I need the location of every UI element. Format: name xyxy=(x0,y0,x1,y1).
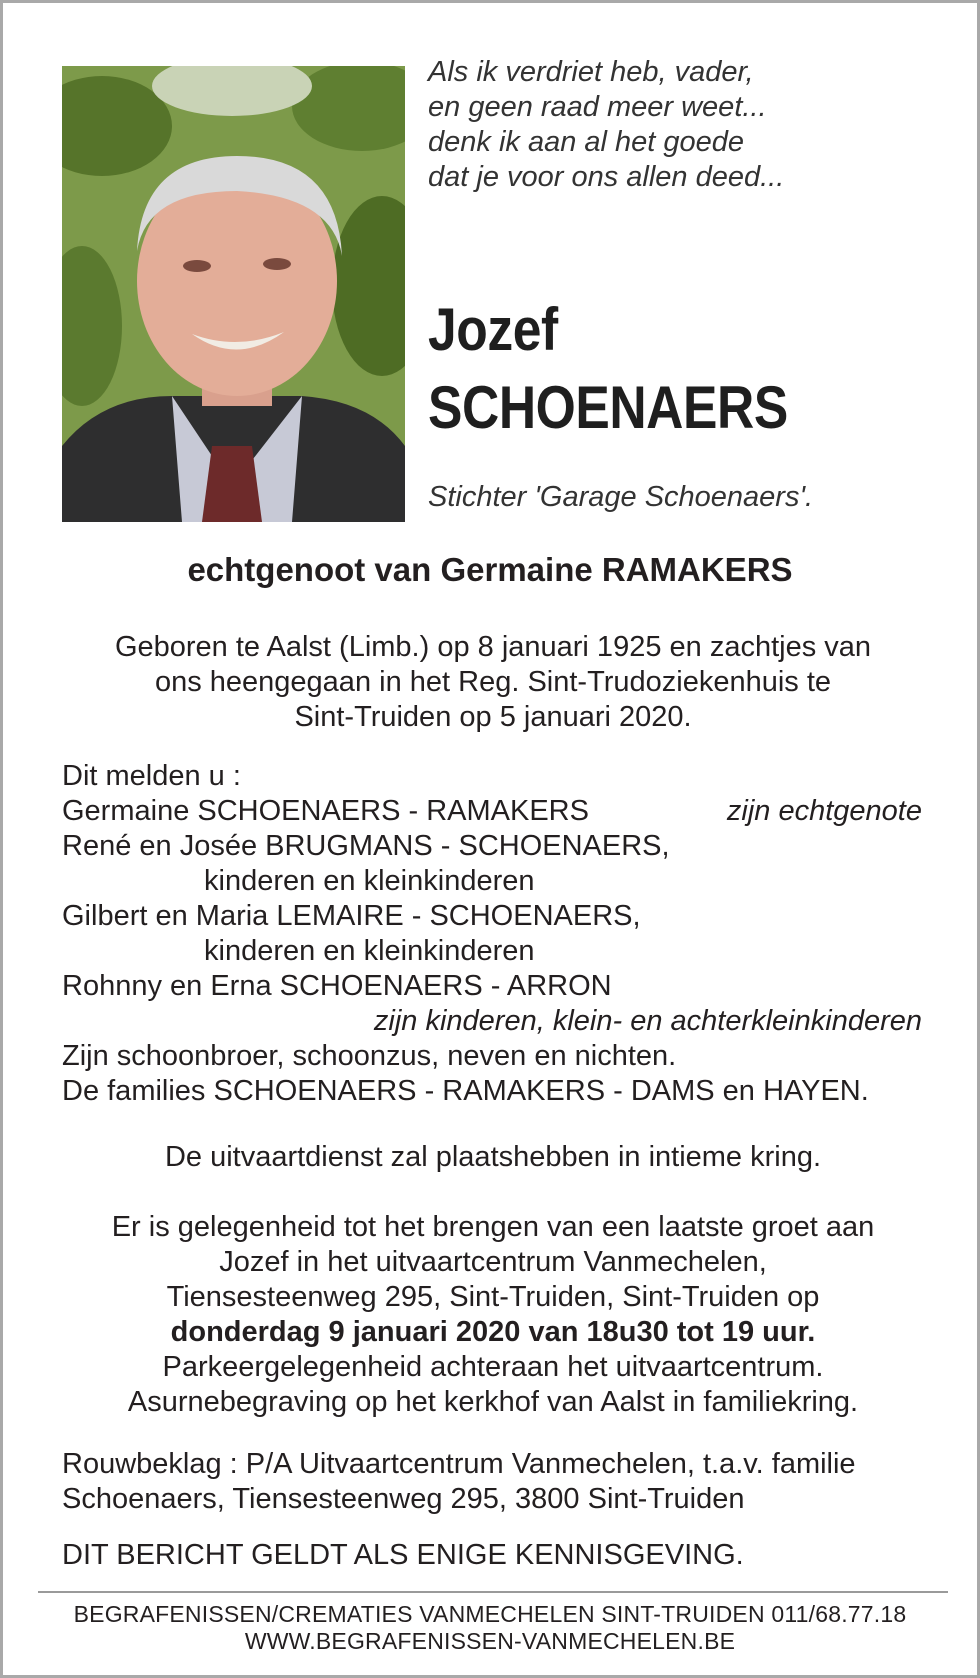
footer-company: BEGRAFENISSEN/CREMATIES VANMECHELEN SINT-TRUIDEN 011/68.77.18 xyxy=(73,1601,907,1627)
announcement-intro: Dit melden u : xyxy=(62,760,241,792)
text-line: Jozef in het uitvaartcentrum Vanmechelen, xyxy=(219,1246,767,1278)
spouse-role: zijn echtgenote xyxy=(726,795,922,827)
portrait-illustration xyxy=(62,66,405,522)
text-line: Rouwbeklag : P/A Uitvaartcentrum Vanmechelen, t.a.v. familie xyxy=(62,1448,856,1480)
text-line: Parkeergelegenheid achteraan het uitvaartcentrum. xyxy=(162,1351,824,1383)
announcement-list xyxy=(62,759,922,1109)
family-sub-line: kinderen en kleinkinderen xyxy=(204,865,535,897)
poem-line: en geen raad meer weet... xyxy=(428,91,767,123)
text-line: Tiensesteenweg 295, Sint-Truiden, Sint-Truiden op xyxy=(166,1281,820,1313)
spouse-line: echtgenoot van Germaine RAMAKERS xyxy=(187,551,793,588)
portrait-photo xyxy=(62,66,405,522)
text-line: Sint-Truiden op 5 januari 2020. xyxy=(294,701,692,733)
poem-line: denk ik aan al het goede xyxy=(428,126,745,158)
family-line: René en Josée BRUGMANS - SCHOENAERS, xyxy=(62,830,670,862)
text-line: ons heengegaan in het Reg. Sint-Trudoziekenhuis te xyxy=(154,666,832,698)
text-line: Schoenaers, Tiensesteenweg 295, 3800 Sint-Truiden xyxy=(62,1483,745,1515)
farewell-date: donderdag 9 januari 2020 van 18u30 tot 19 uur. xyxy=(170,1316,816,1348)
spouse-row xyxy=(62,794,922,829)
notice-line: DIT BERICHT GELDT ALS ENIGE KENNISGEVING. xyxy=(62,1539,744,1571)
footer-divider xyxy=(38,1591,948,1593)
first-name: Jozef xyxy=(428,296,558,363)
condolences-paragraph xyxy=(62,1447,922,1517)
poem-line: dat je voor ons allen deed... xyxy=(428,161,785,193)
memorial-poem xyxy=(428,55,948,195)
spouse-name: Germaine SCHOENAERS - RAMAKERS xyxy=(62,795,589,827)
service-line: De uitvaartdienst zal plaatshebben in intieme kring. xyxy=(164,1141,822,1173)
text-line: Asurnebegraving op het kerkhof van Aalst in familiekring. xyxy=(127,1386,859,1418)
deceased-name xyxy=(428,291,875,447)
family-line: Gilbert en Maria LEMAIRE - SCHOENAERS, xyxy=(62,900,641,932)
family-sub-line: kinderen en kleinkinderen xyxy=(204,935,535,967)
text-line: Geboren te Aalst (Limb.) op 8 januari 1925 en zachtjes van xyxy=(114,631,872,663)
footer xyxy=(3,1601,977,1655)
farewell-paragraph xyxy=(43,1210,943,1420)
families-line: De families SCHOENAERS - RAMAKERS - DAMS en HAYEN. xyxy=(62,1075,869,1107)
footer-website: WWW.BEGRAFENISSEN-VANMECHELEN.BE xyxy=(244,1628,736,1654)
deceased-title: Stichter 'Garage Schoenaers'. xyxy=(428,481,814,513)
text-line: Er is gelegenheid tot het brengen van een laatste groet aan xyxy=(111,1211,875,1243)
relatives-line: Zijn schoonbroer, schoonzus, neven en nichten. xyxy=(62,1040,677,1072)
family-line: Rohnny en Erna SCHOENAERS - ARRON xyxy=(62,970,612,1002)
birth-death-paragraph xyxy=(43,630,943,735)
last-name: SCHOENAERS xyxy=(428,374,788,441)
poem-line: Als ik verdriet heb, vader, xyxy=(428,56,754,88)
family-sub-line: zijn kinderen, klein- en achterkleinkinderen xyxy=(373,1005,922,1037)
